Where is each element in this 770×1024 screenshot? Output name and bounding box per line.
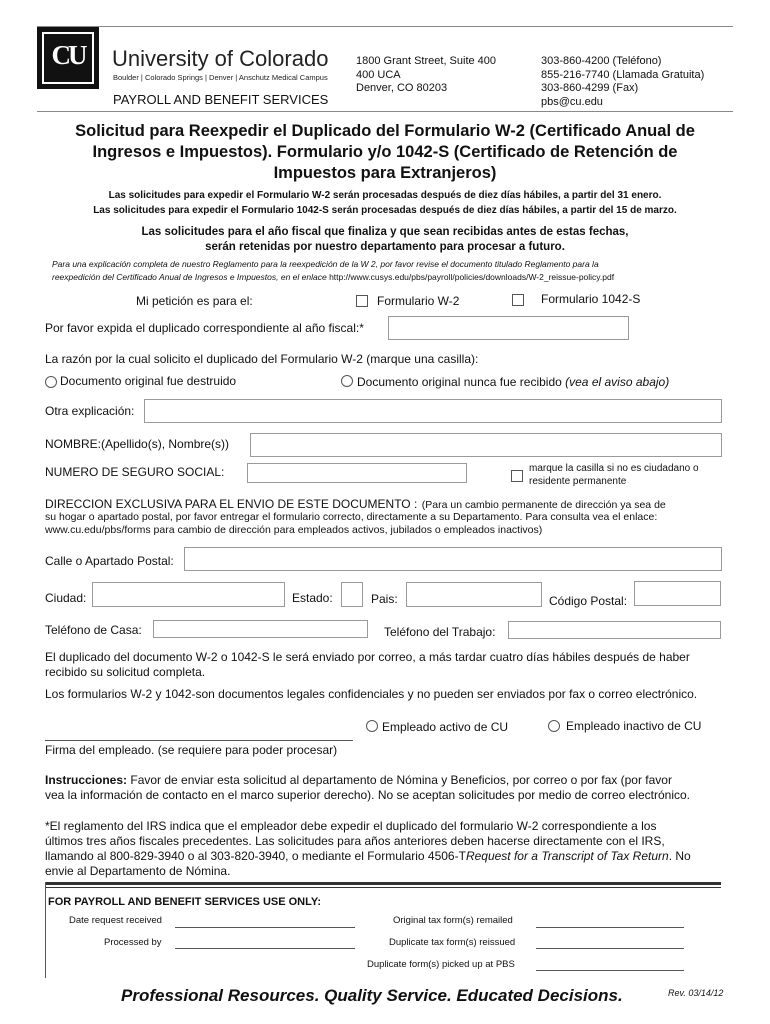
notice-fiscal-2: serán retenidas por nuestro departamento para procesar a futuro. [205,241,565,253]
notice-w2: Las solicitudes para expedir el Formulario W-2 serán procesadas después de diez días hábiles, a partir del 31 enero. [108,190,662,201]
address-line-2: 400 UCA [356,68,401,81]
office-border-left [45,882,46,978]
office-border-top-2 [45,887,721,888]
mail-note-2: recibido su solicitud completa. [45,665,206,679]
policy-link[interactable]: http://www.cusys.edu/pbs/payroll/policies/downloads/W-2_reissue-policy.pdf [329,272,615,282]
processed-by-label: Processed by [104,937,162,948]
mail-note-1: El duplicado del documento W-2 o 1042-S le será enviado por correo, a más tardar cuatro días hábiles después de haber [45,650,690,664]
zip-input[interactable] [634,581,721,606]
campuses-list: Boulder | Colorado Springs | Denver | Anschutz Medical Campus [113,73,328,82]
picked-up-label: Duplicate form(s) picked up at PBS [367,959,515,970]
original-remailed-label: Original tax form(s) remailed [393,915,513,926]
office-title: FOR PAYROLL AND BENEFIT SERVICES USE ONLY: [48,896,322,908]
city-input[interactable] [92,582,285,607]
address-line-1: 1800 Grant Street, Suite 400 [356,55,497,67]
address-section-title: DIRECCION EXCLUSIVA PARA EL ENVIO DE ESTE DOCUMENTO : [45,497,418,511]
title-line-2: Ingresos e Impuestos). Formulario y/o 1042-S (Certificado de Retención de [92,143,678,161]
date-received-line[interactable] [175,927,355,928]
duplicate-reissued-label: Duplicate tax form(s) reissued [389,937,516,948]
state-input[interactable] [341,582,363,607]
radio-active-employee[interactable] [366,720,378,732]
email[interactable]: pbs@cu.edu [541,95,603,108]
notice-1042: Las solicitudes para expedir el Formulario 1042-S serán procesadas después de diez días hábiles, a partir del 15 de marzo. [93,205,677,216]
fax: 303-860-4299 (Fax) [541,82,639,94]
duplicate-reissued-line[interactable] [536,948,684,949]
state-label: Estado: [292,591,333,605]
option-w2-label: Formulario W-2 [377,294,460,308]
cu-logo-text: CU [51,40,85,70]
irs-line-1: *El reglamento del IRS indica que el empleador debe expedir el duplicado del formulario W-2 correspondiente a los [45,819,657,833]
non-citizen-label [529,462,699,488]
work-phone-input[interactable] [508,621,721,639]
notice-fiscal-1: Las solicitudes para el año fiscal que finaliza y que sean recibidas antes de estas fechas, [141,226,629,238]
irs-line-3 [45,849,691,863]
radio-not-received[interactable] [341,375,353,387]
address-line-3: Denver, CO 80203 [356,82,448,94]
phone: 303-860-4200 (Teléfono) [541,55,662,67]
instructions-text-1: Favor de enviar esta solicitud al departamento de Nómina y Beneficios, por correo o por fax (por favor [127,773,672,787]
picked-up-line[interactable] [536,970,684,971]
checkbox-w2[interactable] [356,295,368,307]
processed-by-line[interactable] [175,948,355,949]
home-phone-input[interactable] [153,620,368,638]
office-border-top [45,882,721,885]
fiscal-year-label: Por favor expida el duplicado correspondiente al año fiscal:* [45,321,364,335]
non-citizen-checkbox[interactable] [511,470,523,482]
irs-line-3-italic: Request for a Transcript of Tax Return [465,849,669,863]
irs-line-4: envie al Departamento de Nómina. [45,864,231,878]
irs-line-3-text: llamando al 800-829-3940 o al 303-820-3940, o mediante el Formulario 4506-T [45,849,466,863]
instructions-label: Instrucciones: [45,773,128,787]
title-line-3: Impuestos para Extranjeros) [273,164,497,182]
original-remailed-line[interactable] [536,927,684,928]
signature-line[interactable] [45,740,353,741]
footer-slogan: Professional Resources. Quality Service. Educated Decisions. [121,986,623,1005]
reason-not-received [357,375,669,389]
irs-line-2: últimos tres años fiscales precedentes. Las solicitudes para años anteriores deben hacerse directamente con el IRS, [45,834,665,848]
revision-date: Rev. 03/14/12 [668,988,724,998]
non-citizen-line-1: marque la casilla si no es ciudadano o [529,463,699,474]
instructions-line-1 [45,773,672,787]
inactive-employee-label: Empleado inactivo de CU [566,719,702,733]
ssn-input[interactable] [247,463,467,483]
policy-note-1: Para una explicación completa de nuestro Reglamento para la reexpedición de la W 2, por favor revise el documento titulado Reglamento para la [52,259,599,269]
city-label: Ciudad: [45,591,87,605]
reason-not-received-label: Documento original nunca fue recibido [357,375,562,389]
street-input[interactable] [184,547,722,571]
active-employee-label: Empleado activo de CU [382,720,509,734]
ssn-label: NUMERO DE SEGURO SOCIAL: [45,465,225,479]
contact-block [541,55,704,109]
option-1042-label: Formulario 1042-S [541,292,641,306]
name-input[interactable] [250,433,722,457]
street-label: Calle o Apartado Postal: [45,554,174,568]
date-received-label: Date request received [69,915,162,926]
reason-label: La razón por la cual solicito el duplicado del Formulario W-2 (marque una casilla): [45,352,479,366]
work-phone-label: Teléfono del Trabajo: [384,625,496,639]
request-for-label: Mi petición es para el: [136,294,253,308]
fiscal-year-input[interactable] [388,316,629,340]
address-section-note-1: (Para un cambio permanente de dirección ya sea de [421,499,666,511]
department-name: PAYROLL AND BENEFIT SERVICES [113,92,329,107]
address-section-note-3: www.cu.edu/pbs/forms para cambio de dirección para empleados activos, jubilados o empleados inactivos) [45,524,543,536]
zip-label: Código Postal: [549,594,628,608]
address-block [356,55,496,96]
address-section-note-2: su hogar o apartado postal, por favor entregar el formulario correcto, directamente a su Departamento. Para consulta vea el enlace: [45,511,658,523]
title-line-1: Solicitud para Reexpedir el Duplicado del Formulario W-2 (Certificado Anual de [75,122,695,140]
non-citizen-line-2: residente permanente [529,476,627,487]
instructions-line-2: vea la información de contacto en el marco superior derecho). No se aceptan solicitudes por medio de correo electrónico. [45,788,691,802]
confidential-note: Los formularios W-2 y 1042-son documentos legales confidenciales y no pueden ser enviados por fax o correo electrónico. [45,687,698,701]
other-explanation-input[interactable] [144,399,722,423]
radio-destroyed[interactable] [45,376,57,388]
irs-line-3-end: . No [668,849,691,863]
university-name: University of Colorado [112,46,329,71]
country-input[interactable] [406,582,542,607]
toll-free: 855-216-7740 (Llamada Gratuita) [541,68,705,81]
other-explanation-label: Otra explicación: [45,404,135,418]
reason-destroyed-label: Documento original fue destruido [60,374,237,388]
policy-note-2 [52,272,614,282]
checkbox-1042[interactable] [512,294,524,306]
form-title [30,121,740,184]
signature-label: Firma del empleado. (se requiere para poder procesar) [45,743,338,757]
radio-inactive-employee[interactable] [548,720,560,732]
reason-not-received-note: (vea el aviso abajo) [565,375,670,389]
name-label: NOMBRE:(Apellido(s), Nombre(s)) [45,437,230,451]
home-phone-label: Teléfono de Casa: [45,623,142,637]
country-label: Pais: [371,592,398,606]
policy-note-2-text: reexpedición del Certificado Anual de Ingresos e Impuestos, en el enlace [52,272,327,282]
cu-logo [37,27,99,89]
